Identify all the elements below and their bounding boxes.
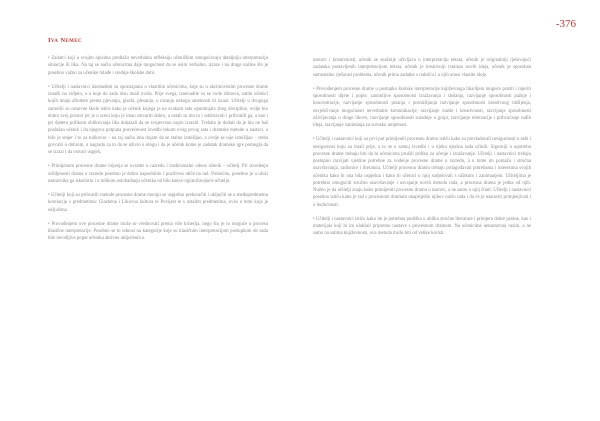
left-column <box>48 55 268 250</box>
left-paragraph-5: • Provođenjem ove procesne drame može se vrednovati prema više kriterija, nego što je to moguće u procesu klasične interpretacije. Posebno se to odnosi na kategorije koje su klasičnim interpretacijom postupkom do sada bile nevidljive poput učenika aktivno uključenih u <box>48 221 268 242</box>
right-paragraph-2: • Provođenjem procesne drame u postupku školske interpretacije književnoga lika/djela moguće pratiti i mjeriti sposobnosti dijete i popis: zanimljive sposobnosti izražavanja i slušanja, razvijanje sposobnosti pažnje i koncentracije, razvijanje sposobnosti pisanja i promišljanja razvijanje sposobnosti kreativnog mišljenja, osvješćivanje mogućnosti neverbalne komunikacije, razvijanje mašte i kreativnosti, razvijanje sposobnosti uživljavanja u druge likove, razvijanje sposobnosti suradnje u grupi, razvijanje tolerancije i prihvaćanje tuđih ideja, razvijanje zanimanja za scensku umjetnost. <box>313 86 531 128</box>
left-paragraph-2: • Učitelji i nastavnici iznenađeni su spoznajama o vlastitim učenicima, koje su u akcimovistim procesne drame iznašli na vidjelo, a u koje do sada nisu imali uvida. Prije svega, iznenadile su se vode stimova, zatim učenici kojih imaju afinitete prema pjevanju, glazbi, plesanju, u nizanju nekoga umetnosti ili izrazi. Učitelji u dvogoga zamolili su osnovne škole istiće kako je učenik kojega je na svakom satu opominjala zbog discipline, ovdje bio dobro svoj prostor jer je u sceni koju je imao ostvariti dobro, a ostali su mu to i odobravali i prihvatili ga, a kao i pri djetetu prilikom oblikovanja lika dokazali da se svojevrsno uspio izraziti. Trebalo je dodati da je bio ne baš poslušan učenik i da njegova potpuna posvećenost izvedbi tokom ovog prvog sata i dramske metode u nastavi, a bilo je smjer i to za tolikovar – na taj način ima dojam da se stalno izmišljao, a ovdje se nije izmišljao – treba govoriti o dobrom, u nagradu za to da se uživio u ulogu i da je učenik kome je zadatak dramske igre pomogla da se izrazi i da ostvari uspjeh. <box>48 84 268 155</box>
left-paragraph-1: • Zadatci koji u svojim opisima predlažu neverbalnu refleksiju učeničkim omogućavaju detaljniju interpretaciju situacije ili lika. Na taj se način učenicima daje mogućnost da se osim verbalno, izraze i na druge načine što je posebno važno za učenike mlađe i srednje školske dobi. <box>48 56 268 76</box>
right-paragraph-4: • Učitelji i nastavnici ističu kako im je potrebna podrška u obliku stručne literature i primjera dobre prakse, kao i materijala koji bi im olakšali pripremu nastave s procesnom dramom. Na učenicima nenastavnoj razini, a ne samo na satima književnosti, ova metoda može biti od velike koristi. <box>313 216 531 237</box>
page-number: -376 <box>555 18 576 30</box>
author-name: Iva Nemec <box>48 37 83 44</box>
right-paragraph-1: nastavi i kreativnosti, učenik se snažnije uživljava u interpretaciju teksta, učenik je originalniji rješavajući zadataka postavljenih interpretacijom teksta, učenik je kreativniji (smisao novih ideja, učenik je sposoban samostalno rješavati problema, učenik prima zadatke s radošću i u njih unosi vlastite ideje. <box>313 58 531 78</box>
left-paragraph-3: • Primijenom procesne drame mijenja se uvratbe u razredu i tradicionalni odnos učenik – učitelj. Pri izvedenju scibljenosti drama u razredu posebno je dobro napodobilo i pozitivno utiče na rad. Pomoćno, posebno je u ulozi nastavnika ga iskoristio i u tolikom oslobađanju učenika od bilo kakve ograničavajuće učitelju. <box>48 164 268 184</box>
right-paragraph-3: • Učitelji i nastavnici koji su prvi put primijenili procesnu dramu ističu kako su prevladavali nesigurnosti u sebi i nesigurnost koju su imali prije, a to se u samoj izvedbi i u tijeku njezina rada učinili. Sigurniji u upotrebu procesne drame trebaju biti da bi učenicima pružili priliku za učenje i izražavanje. Učitelji i nastavnici trebaju postupno razvijati vještine potrebne za vođenje procesne drame u razredu, a u tome im pomažu i stručna usavršavanja, radionice i literatura. Učitelji procesnu dramu trebaju prilagođavati potrebama i interesima svojih učenika kako bi ona bila uspješna i kako bi učenici u njoj sudjelovali s užitkom i zanimanjem. Učiteljima je potrebno omogućiti stručno usavršavanje i usvajanje novih metoda rada, a procesna drama je jedna od njih. Nužno je da učitelji znaju kako primijeniti procesnu dramu u nastavi, a ne samo o njoj čitati. Učitelji i nastavnici posebno ističu kako je rad s procesnom dramom unaprijedio njihov način rada i da će je nastaviti primjenjivati i u budućnosti. <box>313 137 531 208</box>
left-paragraph-4: • Učitelji koji su prihvatili metode procesne drame moraju se uspješno prekoračiti i uključiti se u međupredmetnu korelaciju s predmetima: Glazbena i Likovna kultura te Povijest te s ostalim predmetima, ovisi o temi koja je uključena. <box>48 193 268 213</box>
right-column <box>313 57 531 245</box>
